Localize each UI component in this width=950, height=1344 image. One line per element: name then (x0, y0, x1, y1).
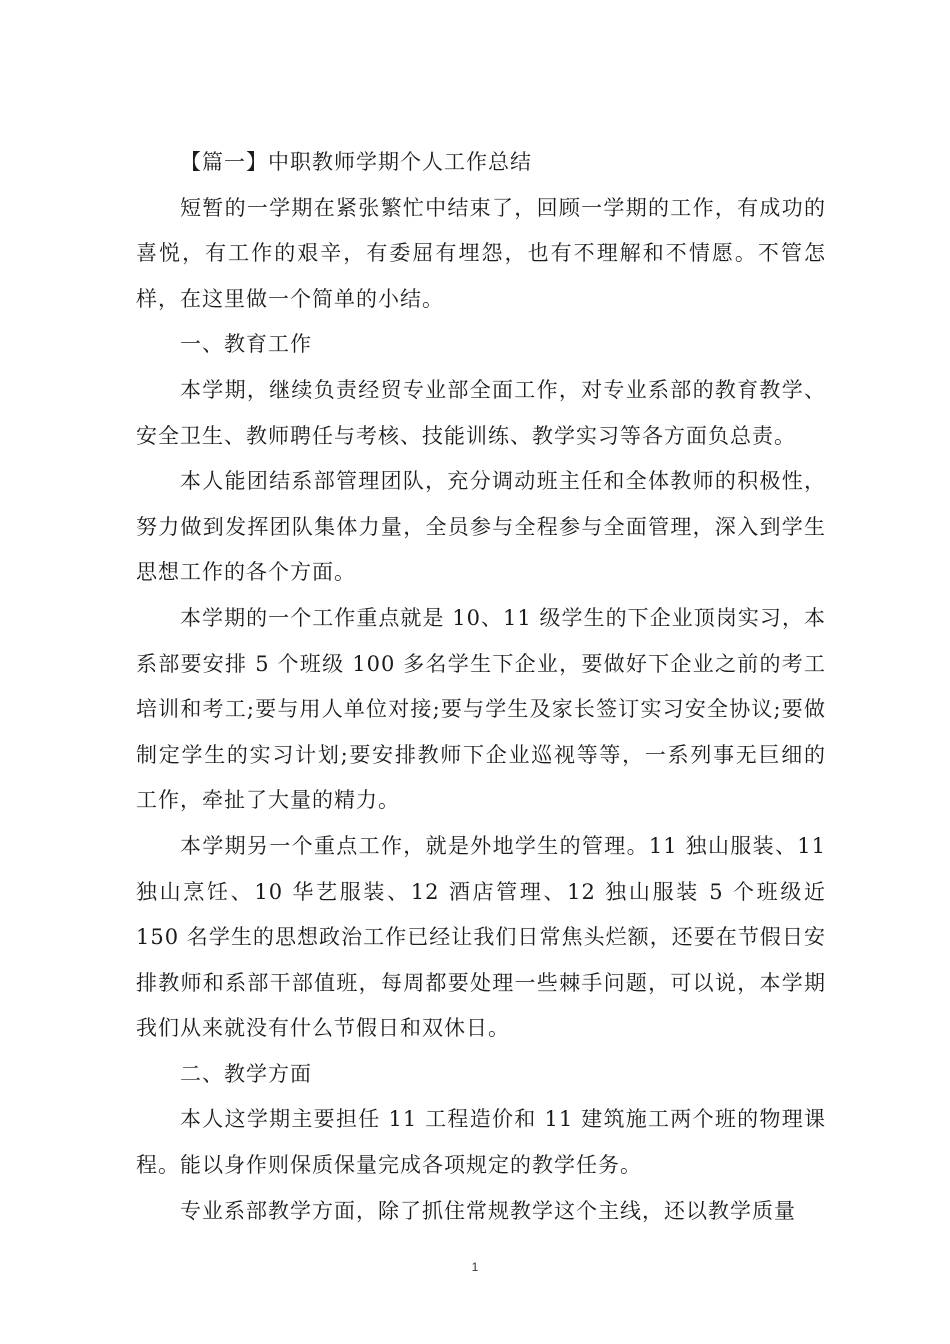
paragraph-internship: 本学期的一个工作重点就是 10、11 级学生的下企业顶岗实习，本系部要安排 5 个班级 100 多名学生下企业，要做好下企业之前的考工培训和考工;要与用人单位对接;要与学生及家长签订实习安全协议;要做制定学生的实习计划;要安排教师下企业巡视等等，一系列事无巨细的工作，牵扯了大量的精力。 (136, 605, 826, 813)
section-heading-teaching: 二、教学方面 (180, 1061, 312, 1086)
paragraph-teaching-quality: 专业系部教学方面，除了抓住常规教学这个主线，还以教学质量 (180, 1198, 796, 1223)
paragraph-physics-course: 本人这学期主要担任 11 工程造价和 11 建筑施工两个班的物理课程。能以身作则保质保量完成各项规定的教学任务。 (136, 1107, 826, 1178)
page-number: 1 (471, 1260, 479, 1274)
paragraph-intro: 短暂的一学期在紧张繁忙中结束了，回顾一学期的工作，有成功的喜悦，有工作的艰辛，有委屈有埋怨，也有不理解和不情愿。不管怎样，在这里做一个简单的小结。 (136, 195, 826, 311)
paragraph-student-management: 本学期另一个重点工作，就是外地学生的管理。11 独山服装、11 独山烹饪、10 华艺服装、12 酒店管理、12 独山服装 5 个班级近 150 名学生的思想政治工作已经让我们日常焦头烂额，还要在节假日安排教师和系部干部值班，每周都要处理一些棘手问题，可以说，本学期我们从来就没有什么节假日和双休日。 (136, 833, 826, 1041)
paragraph-responsibility: 本学期，继续负责经贸专业部全面工作，对专业系部的教育教学、安全卫生、教师聘任与考核、技能训练、教学实习等各方面负总责。 (136, 377, 826, 448)
section-heading-education: 一、教育工作 (180, 332, 312, 357)
paragraph-team: 本人能团结系部管理团队，充分调动班主任和全体教师的积极性，努力做到发挥团队集体力量，全员参与全程参与全面管理，深入到学生思想工作的各个方面。 (136, 469, 826, 585)
document-body (136, 140, 826, 1234)
document-title: 【篇一】中职教师学期个人工作总结 (180, 150, 532, 174)
